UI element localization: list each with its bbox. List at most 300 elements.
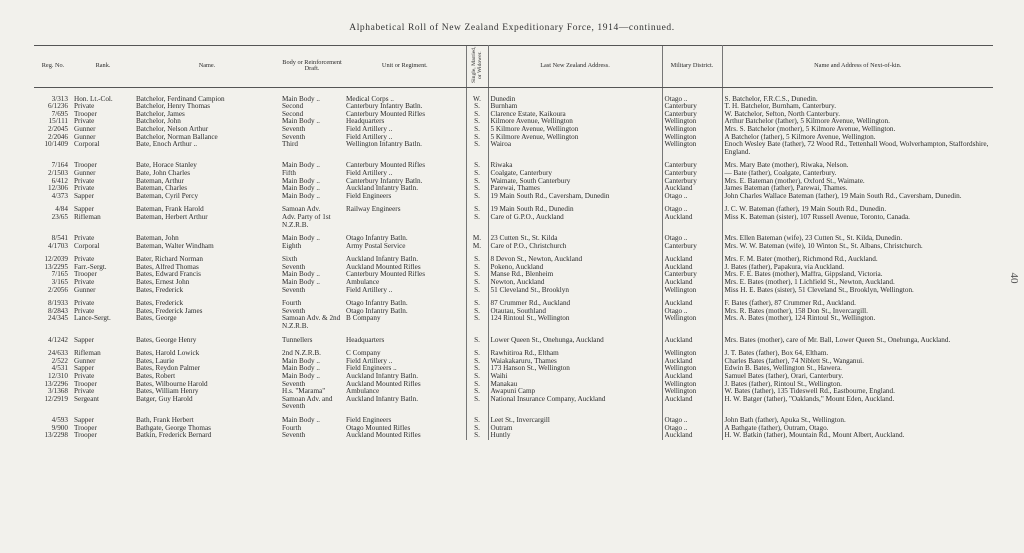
table-row xyxy=(34,373,993,381)
cell-district: Otago .. xyxy=(662,308,722,316)
cell-body-draft: Samoan Adv. xyxy=(282,205,321,214)
cell-rank: Private xyxy=(74,388,95,396)
cell-unit: Auckland Mounted Rifles xyxy=(346,432,421,440)
cell-marital: S. xyxy=(466,373,488,381)
cell-name: Bates, Harold Lowick xyxy=(136,349,200,358)
header-marital xyxy=(466,46,488,88)
cell-district: Wellington xyxy=(662,134,722,142)
cell-next-of-kin: Mrs. S. Batchelor (mother), 5 Kilmore Avenue, Wellington. xyxy=(724,125,896,133)
cell-name: Bates, Robert xyxy=(136,373,176,380)
cell-next-of-kin: Mrs. F. M. Bater (mother), Richmond Rd., Auckland. xyxy=(724,255,878,264)
cell-name: Bateman, Walter Windham xyxy=(136,242,214,250)
table-row xyxy=(34,87,993,103)
cell-marital: S. xyxy=(466,308,488,316)
cell-address: Coalgate, Canterbury xyxy=(490,169,552,177)
cell-next-of-kin: Miss K. Bateman (sister), 107 Russell Avenue, Toronto, Canada. xyxy=(724,213,910,221)
cell-name: Bates, Alfred Thomas xyxy=(136,263,199,271)
cell-rank: Private xyxy=(74,118,95,126)
table-row xyxy=(34,126,993,134)
cell-rank: Private xyxy=(74,177,95,185)
header-district: Military District. xyxy=(662,46,722,88)
cell-rank: Private xyxy=(74,103,95,111)
cell-next-of-kin: Mrs. E. Bateman (mother), Oxford St., Waimate. xyxy=(724,177,865,185)
cell-next-of-kin: H. W. Batkin (father), Mountain Rd., Mount Albert, Auckland. xyxy=(724,432,905,440)
cell-name: Bates, George xyxy=(136,315,177,323)
cell-rank: Trooper xyxy=(74,271,97,279)
cell-body-draft: H.s. "Marama" xyxy=(282,388,326,396)
table-row xyxy=(34,279,993,287)
cell-address: Outram xyxy=(490,424,513,432)
cell-marital: S. xyxy=(466,381,488,389)
cell-next-of-kin: Mrs. Bates (mother), care of Mr. Ball, Lower Queen St., Onehunga, Auckland. xyxy=(724,335,951,344)
cell-reg-no: 6/412 xyxy=(51,177,68,185)
table-row xyxy=(34,134,993,142)
cell-marital: S. xyxy=(466,111,488,119)
header-marital-text: Single, Married, or Widower. xyxy=(471,46,483,84)
cell-marital: S. xyxy=(466,365,488,373)
cell-name: Bates, Frederick xyxy=(136,286,184,294)
cell-body-draft: Main Body .. xyxy=(282,271,320,279)
cell-reg-no: 12/2039 xyxy=(44,255,68,264)
header-unit: Unit or Regiment. xyxy=(344,46,466,88)
cell-marital: S. xyxy=(466,250,488,264)
cell-rank: Corporal xyxy=(74,141,100,149)
cell-address: Wairoa xyxy=(490,141,512,149)
cell-body-draft: Eighth xyxy=(282,242,302,250)
cell-name: Bate, Enoch Arthur .. xyxy=(136,141,198,149)
cell-name: Batger, Guy Harold xyxy=(136,395,193,403)
header-name: Name. xyxy=(134,46,280,88)
cell-next-of-kin: Charles Bates (father), 74 Niblett St., Wanganui. xyxy=(724,357,864,365)
cell-name: Batchelor, John xyxy=(136,118,181,126)
roll-body xyxy=(34,87,993,440)
cell-marital: S. xyxy=(466,264,488,272)
cell-rank: Sapper xyxy=(74,415,94,424)
cell-reg-no: 3/313 xyxy=(51,94,68,103)
cell-unit: Canterbury Mounted Rifles xyxy=(346,161,426,170)
cell-marital: S. xyxy=(466,141,488,156)
cell-body-draft: Main Body .. xyxy=(282,365,320,373)
cell-address: Waiakakaruru, Thames xyxy=(490,357,557,365)
cell-address: 8 Devon St., Newton, Auckland xyxy=(490,255,583,264)
cell-rank: Trooper xyxy=(74,161,97,170)
cell-reg-no: 4/373 xyxy=(51,192,68,200)
cell-rank: Gunner xyxy=(74,125,96,133)
cell-address: 87 Crummer Rd., Auckland xyxy=(490,299,571,308)
table-row xyxy=(34,358,993,366)
cell-address: Dunedin xyxy=(490,94,516,103)
cell-body-draft: Seventh xyxy=(282,125,306,133)
cell-marital: S. xyxy=(466,170,488,178)
table-row xyxy=(34,156,993,170)
cell-body-draft: Main Body .. xyxy=(282,279,320,287)
cell-district: Otago .. xyxy=(662,200,722,214)
cell-district: Canterbury xyxy=(662,156,722,170)
cell-district: Auckland xyxy=(662,373,722,381)
cell-unit: Auckland Infantry Batln. xyxy=(346,185,419,193)
cell-marital: W. xyxy=(466,87,488,103)
cell-body-draft: Adv. Party of 1st N.Z.R.B. xyxy=(282,213,331,229)
cell-marital: S. xyxy=(466,214,488,229)
cell-next-of-kin: J. Bates (father), Papakura, via Auckland. xyxy=(724,263,845,271)
cell-rank: Sapper xyxy=(74,365,94,373)
cell-unit: Field Artillery .. xyxy=(346,286,393,294)
cell-reg-no: 4/84 xyxy=(55,205,68,214)
cell-rank: Trooper xyxy=(74,110,97,118)
cell-district: Wellington xyxy=(662,388,722,396)
cell-unit: Ambulance xyxy=(346,388,380,396)
cell-reg-no: 13/2296 xyxy=(44,380,68,388)
cell-address: Manakau xyxy=(490,380,518,388)
cell-reg-no: 2/2045 xyxy=(48,125,68,133)
cell-next-of-kin: Mrs. F. E. Bates (mother), Maffra, Gippsland, Victoria. xyxy=(724,271,883,279)
cell-next-of-kin: A Batchelor (father), 5 Kilmore Avenue, Wellington. xyxy=(724,133,876,141)
cell-next-of-kin: J. Bates (father), Rintoul St., Wellington. xyxy=(724,380,842,388)
cell-unit: Field Artillery .. xyxy=(346,125,393,133)
cell-name: Bateman, Herbert Arthur xyxy=(136,213,208,221)
cell-address: Pokeno, Auckland xyxy=(490,263,544,271)
cell-rank: Trooper xyxy=(74,432,97,440)
cell-reg-no: 3/165 xyxy=(51,279,68,287)
cell-reg-no: 12/306 xyxy=(48,185,68,193)
page-number: 40 xyxy=(1008,272,1020,284)
table-row xyxy=(34,308,993,316)
cell-body-draft: Main Body .. xyxy=(282,415,320,424)
cell-rank: Private xyxy=(74,307,95,315)
cell-unit xyxy=(344,214,466,229)
cell-district: Wellington xyxy=(662,381,722,389)
cell-name: Bates, Reydon Palmer xyxy=(136,365,201,373)
cell-next-of-kin: John Charles Wallace Bateman (father), 19 Main South Rd., Caversham, Dunedin. xyxy=(724,192,962,200)
cell-marital: M. xyxy=(466,229,488,243)
cell-marital: S. xyxy=(466,118,488,126)
cell-reg-no: 2/2056 xyxy=(48,286,68,294)
cell-district: Canterbury xyxy=(662,243,722,251)
cell-next-of-kin: Edwin B. Bates, Wellington St., Hawera. xyxy=(724,365,842,373)
table-row xyxy=(34,264,993,272)
cell-district: Wellington xyxy=(662,344,722,358)
cell-body-draft: Seventh xyxy=(282,432,306,440)
cell-address: National Insurance Company, Auckland xyxy=(490,395,606,403)
cell-rank: Private xyxy=(74,234,95,243)
cell-name: Bates, Edward Francis xyxy=(136,271,201,279)
cell-unit: Otago Infantry Batln. xyxy=(346,299,408,308)
cell-reg-no: 23/65 xyxy=(51,213,68,221)
cell-unit: Otago Mounted Rifles xyxy=(346,424,411,432)
cell-unit: Field Artillery .. xyxy=(346,133,393,141)
cell-reg-no: 3/1368 xyxy=(48,388,68,396)
cell-marital: S. xyxy=(466,134,488,142)
cell-marital: S. xyxy=(466,358,488,366)
cell-reg-no: 7/164 xyxy=(51,161,68,170)
cell-reg-no: 9/900 xyxy=(51,424,68,432)
cell-marital: S. xyxy=(466,331,488,345)
cell-reg-no: 6/1236 xyxy=(48,103,68,111)
table-row xyxy=(34,178,993,186)
cell-unit: Auckland Mounted Rifles xyxy=(346,380,421,388)
cell-marital: S. xyxy=(466,126,488,134)
cell-district: Auckland xyxy=(662,331,722,345)
cell-body-draft: Main Body .. xyxy=(282,177,320,185)
table-row xyxy=(34,331,993,345)
cell-address: Rawhitiroa Rd., Eltham xyxy=(490,349,559,358)
cell-rank: Lance-Sergt. xyxy=(74,315,111,323)
cell-address: Manse Rd., Blenheim xyxy=(490,271,554,279)
cell-district: Auckland xyxy=(662,396,722,411)
cell-reg-no: 2/1503 xyxy=(48,169,68,177)
cell-unit: Railway Engineers xyxy=(346,205,401,214)
cell-address: Kilmore Avenue, Wellington xyxy=(490,118,573,126)
cell-district: Wellington xyxy=(662,315,722,330)
cell-rank: Hon. Lt.-Col. xyxy=(74,94,113,103)
table-row xyxy=(34,214,993,229)
cell-unit: Auckland Mounted Rifles xyxy=(346,263,421,271)
cell-address: Burnham xyxy=(490,103,518,111)
cell-district: Auckland xyxy=(662,264,722,272)
cell-name: Bates, George Henry xyxy=(136,335,197,344)
cell-rank: Sapper xyxy=(74,335,94,344)
cell-reg-no: 24/345 xyxy=(48,315,68,323)
cell-name: Bateman, Charles xyxy=(136,185,188,193)
cell-address: 23 Cutten St., St. Kilda xyxy=(490,234,558,243)
cell-unit: Canterbury Infantry Batln. xyxy=(346,177,423,185)
table-row xyxy=(34,344,993,358)
cell-next-of-kin: A Bathgate (father), Outram, Otago. xyxy=(724,424,829,432)
cell-address: 173 Hanson St., Wellington xyxy=(490,365,570,373)
cell-unit: Ambulance xyxy=(346,279,380,287)
cell-address: 19 Main South Rd., Caversham, Dunedin xyxy=(490,192,610,200)
cell-next-of-kin: Arthur Batchelor (father), 5 Kilmore Avenue, Wellington. xyxy=(724,118,890,126)
cell-next-of-kin: H. W. Batger (father), "Oaklands," Mount Eden, Auckland. xyxy=(724,395,895,403)
cell-rank: Gunner xyxy=(74,169,96,177)
cell-reg-no: 4/531 xyxy=(51,365,68,373)
cell-marital: M. xyxy=(466,243,488,251)
cell-rank: Gunner xyxy=(74,133,96,141)
cell-marital: S. xyxy=(466,432,488,440)
cell-address: Otautau, Southland xyxy=(490,307,546,315)
cell-unit: Field Artillery .. xyxy=(346,357,393,365)
cell-body-draft: Main Body .. xyxy=(282,94,320,103)
table-row xyxy=(34,388,993,396)
cell-reg-no: 24/633 xyxy=(48,349,68,358)
cell-rank: Private xyxy=(74,279,95,287)
cell-reg-no: 13/2298 xyxy=(44,432,68,440)
cell-reg-no: 12/2919 xyxy=(44,395,68,403)
cell-name: Bateman, Frank Harold xyxy=(136,205,204,214)
cell-address: Waimate, South Canterbury xyxy=(490,177,571,185)
cell-district: Wellington xyxy=(662,287,722,295)
cell-next-of-kin: Enoch Wesley Bate (father), 72 Wood Rd., Tettenhall Wood, Wolverhampton, Staffordshire, England. xyxy=(724,141,989,156)
cell-unit: C Company xyxy=(346,349,381,358)
cell-reg-no: 15/111 xyxy=(48,118,68,126)
table-row xyxy=(34,315,993,330)
cell-unit: Field Engineers xyxy=(346,192,392,200)
cell-name: Batchelor, Henry Thomas xyxy=(136,103,211,111)
cell-name: Bate, John Charles xyxy=(136,169,191,177)
cell-next-of-kin: W. Bates (father), 135 Tideswell Rd., Eastbourne, England. xyxy=(724,388,895,396)
cell-next-of-kin: J. C. W. Bateman (father), 19 Main South Rd., Dunedin. xyxy=(724,205,887,214)
cell-name: Bathgate, George Thomas xyxy=(136,424,211,432)
cell-district: Canterbury xyxy=(662,170,722,178)
cell-address: 5 Kilmore Avenue, Wellington xyxy=(490,125,579,133)
cell-name: Bateman, Cyril Percy xyxy=(136,192,199,200)
table-row xyxy=(34,200,993,214)
header-next-of-kin: Name and Address of Next-of-kin. xyxy=(722,46,993,88)
cell-body-draft: 2nd N.Z.R.B. xyxy=(282,349,321,358)
cell-rank: Rifleman xyxy=(74,213,101,221)
cell-reg-no: 7/165 xyxy=(51,271,68,279)
cell-address: Care of P.O., Christchurch xyxy=(490,242,567,250)
cell-body-draft: Tunnellers xyxy=(282,335,313,344)
cell-body-draft: Fifth xyxy=(282,169,296,177)
cell-address: Leet St., Invercargill xyxy=(490,415,550,424)
cell-address: Care of G.P.O., Auckland xyxy=(490,213,564,221)
table-row xyxy=(34,141,993,156)
cell-unit: Field Artillery .. xyxy=(346,169,393,177)
table-row xyxy=(34,294,993,308)
cell-marital: S. xyxy=(466,103,488,111)
cell-body-draft: Sixth xyxy=(282,255,298,264)
cell-name: Batchelor, James xyxy=(136,110,185,118)
table-row xyxy=(34,381,993,389)
cell-reg-no: 2/2046 xyxy=(48,133,68,141)
cell-district: Otago .. xyxy=(662,229,722,243)
cell-body-draft: Seventh xyxy=(282,263,306,271)
cell-next-of-kin: F. Bates (father), 87 Crummer Rd., Auckland. xyxy=(724,299,856,308)
cell-unit: Auckland Infantry Batln. xyxy=(346,373,419,380)
cell-district: Canterbury xyxy=(662,178,722,186)
cell-unit: Canterbury Mounted Rifles xyxy=(346,271,426,279)
table-row xyxy=(34,229,993,243)
cell-rank: Trooper xyxy=(74,380,97,388)
cell-next-of-kin: T. H. Batchelor, Burnham, Canterbury. xyxy=(724,103,836,111)
cell-address: 51 Cleveland St., Brooklyn xyxy=(490,286,569,294)
cell-marital: S. xyxy=(466,388,488,396)
cell-address: 5 Kilmore Avenue, Wellington xyxy=(490,133,579,141)
cell-name: Bater, Richard Norman xyxy=(136,255,203,264)
cell-next-of-kin: Mrs. E. Bates (mother), 1 Lichfield St., Newton, Auckland. xyxy=(724,279,895,287)
cell-marital: S. xyxy=(466,315,488,330)
cell-name: Bates, Ernest John xyxy=(136,279,190,287)
cell-name: Batchelor, Nelson Arthur xyxy=(136,125,209,133)
cell-district: Otago .. xyxy=(662,87,722,103)
cell-body-draft: Third xyxy=(282,141,298,149)
page-title: Alphabetical Roll of New Zealand Expeditionary Force, 1914—continued. xyxy=(349,23,675,33)
cell-unit: Canterbury Infantry Batln. xyxy=(346,103,423,111)
cell-address: 19 Main South Rd., Dunedin xyxy=(490,205,574,214)
cell-next-of-kin: Mrs. R. Bates (mother), 158 Don St., Invercargill. xyxy=(724,307,868,315)
cell-marital: S. xyxy=(466,271,488,279)
cell-name: Bate, Horace Stanley xyxy=(136,161,197,170)
cell-district: Auckland xyxy=(662,279,722,287)
cell-marital: S. xyxy=(466,156,488,170)
cell-body-draft: Main Body .. xyxy=(282,161,320,170)
cell-district: Wellington xyxy=(662,141,722,156)
cell-body-draft: Main Body .. xyxy=(282,185,320,193)
cell-body-draft: Fourth xyxy=(282,299,302,308)
cell-next-of-kin: Mrs. Ellen Bateman (wife), 23 Cutten St., St. Kilda, Dunedin. xyxy=(724,234,903,243)
header-rank: Rank. xyxy=(72,46,134,88)
table-row xyxy=(34,118,993,126)
cell-district: Auckland xyxy=(662,214,722,229)
cell-address: Lower Queen St., Onehunga, Auckland xyxy=(490,335,604,344)
cell-body-draft: Samoan Adv. & 2nd N.Z.R.B. xyxy=(282,315,341,331)
cell-next-of-kin: Samuel Bates (father), Orari, Canterbury. xyxy=(724,373,844,380)
cell-rank: Sapper xyxy=(74,192,94,200)
cell-unit: Army Postal Service xyxy=(346,242,406,250)
cell-marital: S. xyxy=(466,396,488,411)
cell-name: Batchelor, Ferdinand Campion xyxy=(136,94,225,103)
cell-district: Canterbury xyxy=(662,111,722,119)
cell-district: Auckland xyxy=(662,358,722,366)
cell-marital: S. xyxy=(466,411,488,425)
cell-next-of-kin: — Bate (father), Coalgate, Canterbury. xyxy=(724,169,837,177)
cell-reg-no: 12/310 xyxy=(48,373,68,380)
cell-next-of-kin: Miss H. E. Bates (sister), 51 Cleveland St., Brooklyn, Wellington. xyxy=(724,286,914,294)
cell-next-of-kin: Mrs. A. Bates (mother), 124 Rintoul St., Wellington. xyxy=(724,315,876,323)
cell-unit: Otago Infantry Batln. xyxy=(346,234,408,243)
cell-reg-no: 8/541 xyxy=(51,234,68,243)
cell-body-draft: Seventh xyxy=(282,133,306,141)
cell-district: Canterbury xyxy=(662,271,722,279)
cell-marital: S. xyxy=(466,344,488,358)
table-row xyxy=(34,111,993,119)
cell-rank: Gunner xyxy=(74,357,96,365)
cell-reg-no: 4/1703 xyxy=(48,242,68,250)
cell-name: Bateman, John xyxy=(136,234,179,243)
cell-next-of-kin: Mrs. Mary Bate (mother), Riwaka, Nelson. xyxy=(724,161,849,170)
cell-body-draft: Main Body .. xyxy=(282,373,320,380)
cell-body-draft: Main Body .. xyxy=(282,118,320,126)
table-row xyxy=(34,243,993,251)
cell-reg-no: 8/1933 xyxy=(48,299,68,308)
cell-rank: Corporal xyxy=(74,242,100,250)
cell-marital: S. xyxy=(466,279,488,287)
cell-name: Bates, Frederick James xyxy=(136,307,203,315)
cell-rank: Private xyxy=(74,373,95,380)
cell-district: Wellington xyxy=(662,118,722,126)
cell-name: Bates, Laurie xyxy=(136,357,175,365)
cell-body-draft: Samoan Adv. and Seventh xyxy=(282,395,333,411)
cell-body-draft: Second xyxy=(282,110,304,118)
cell-marital: S. xyxy=(466,200,488,214)
cell-reg-no: 10/1409 xyxy=(44,141,68,149)
cell-address: Awapuni Camp xyxy=(490,388,536,396)
cell-name: Batkin, Frederick Bernard xyxy=(136,432,212,440)
header-address: Last New Zealand Address. xyxy=(488,46,662,88)
cell-name: Bateman, Arthur xyxy=(136,177,184,185)
cell-district: Wellington xyxy=(662,126,722,134)
cell-marital: S. xyxy=(466,287,488,295)
cell-unit: Medical Corps .. xyxy=(346,94,394,103)
cell-body-draft: Seventh xyxy=(282,307,306,315)
cell-reg-no: 2/522 xyxy=(51,357,68,365)
cell-marital: S. xyxy=(466,425,488,433)
cell-rank: Farr.-Sergt. xyxy=(74,263,107,271)
cell-reg-no: 4/593 xyxy=(51,415,68,424)
header-reg-no: Reg. No. xyxy=(34,46,72,88)
cell-body-draft: Main Body .. xyxy=(282,234,320,243)
cell-unit: Otago Infantry Batln. xyxy=(346,307,408,315)
cell-body-draft: Seventh xyxy=(282,286,306,294)
cell-name: Bates, Frederick xyxy=(136,299,184,308)
cell-address: Parewai, Thames xyxy=(490,185,540,193)
cell-body-draft: Main Body .. xyxy=(282,192,320,200)
cell-body-draft: Second xyxy=(282,103,304,111)
cell-unit: Auckland Infantry Batln. xyxy=(346,255,419,264)
cell-marital: S. xyxy=(466,193,488,201)
cell-next-of-kin: S. Batchelor, F.R.C.S., Dunedin. xyxy=(724,94,818,103)
